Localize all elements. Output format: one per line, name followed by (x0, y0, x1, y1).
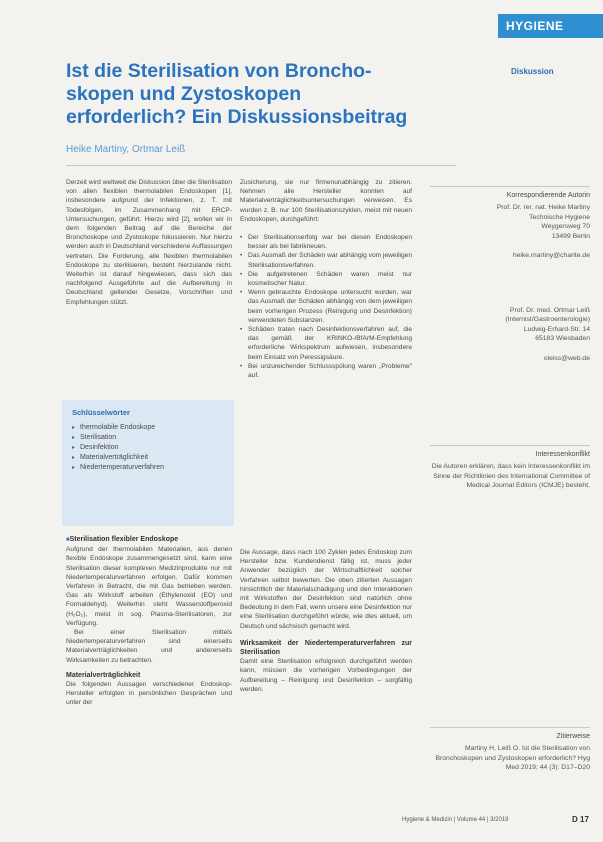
journal-footer: Hygiene & Medizin | Volume 44 | 3/2019 (402, 817, 509, 823)
body-paragraph: Aufgrund der thermolabilen Materialien, aus denen flexible Endoskope zusammengesetzt sind, kann eine Sterilisation dieser komplexen Medizinprodukte nur mit Niedertemperaturverfahren erfolgen. Dafür kommen Verfahren in Betracht, die mit Gas betrieben werden. Gas als Wirkstoff arbeiten (Ethylenoxid (EO) und Formaldehyd). Weiterhin steht Wasserstoffperoxid (H₂O₂), meist in sog. Plasma-Sterilisatoren, zur Verfügung. (66, 546, 232, 627)
keywords-heading: Schlüsselwörter (72, 408, 130, 417)
section-tab: HYGIENE (498, 14, 603, 38)
section-heading: ■ Sterilisation flexibler Endoskope (66, 535, 232, 545)
section-label: Diskussion (511, 67, 554, 76)
sidebar-divider (430, 727, 590, 728)
list-item: • Der Sterilisationserfolg war bei diesen Endoskopen besser als bei fabrikneuen. (240, 233, 412, 251)
body-paragraph: Damit eine Sterilisation erfolgreich durchgeführt werden kann, müssen die vorherigen Vorbedingungen der Aufbereitung – Reinigung und Desinfektion – sorgfältig werden. (240, 658, 412, 693)
sidebar-text: Martiny H, Leiß O. Ist die Sterilisation von Bronchoskopen und Zystoskopen erforderlich? Hyg Med 2019; 44 (3): D17–D20 (435, 745, 590, 772)
sidebar-heading: Interessenkonflikt (535, 451, 590, 458)
article-title: Ist die Sterilisation von Broncho-skopen und Zystoskopen erforderlich? Ein Diskussionsbeitrag (66, 60, 408, 128)
author-role: (Internist/Gastroenterologie) (505, 316, 590, 324)
body-paragraph: Die Aussage, dass nach 100 Zyklen jedes Endoskop zum Hersteller bzw. Kundendienst fällig ist, muss jeder Anwender bezüglich der Wirtschaftlichkeit solcher Verfahren selbst bewerten. Die oben zitierten Aussagen hinsichtlich der Materialschädigung und den Interaktionen mit Wirkstoffen der Desinfektion sind natürlich ohne Bedeutung in dem Fall, wenn unsere eine Desinfektion nur eine Sterilisation durchgeführt würde, wie dies aktuell, um Deutsch und sächsisch gemacht wird. (240, 549, 412, 630)
sidebar-divider (430, 186, 590, 187)
keyword-item: ▸ Niedertemperaturverfahren (72, 463, 224, 473)
keyword-item: ▸ Desinfektion (72, 443, 224, 453)
author-email[interactable]: heike.martiny@charite.de (512, 252, 590, 260)
list-item: • Wenn gebrauchte Endoskope untersucht wurden, war das Ausmaß der Schäden abhängig von dem jeweiligen beim vorherigen Prozess (Reinigung und Desinfektion) verwendeten Substanzen. (240, 288, 412, 325)
address-line: Weygersweg 70 (541, 223, 590, 231)
findings-list (240, 233, 412, 380)
title-divider (66, 165, 456, 166)
list-item: • Das Ausmaß der Schäden war abhängig vom jeweiligen Sterilisationsverfahren. (240, 251, 412, 269)
list-item: • Schäden traten nach Desinfektionsverfahren auf, die das gemäß der KRINKO-/BfArM-Empfehlung erforderliche Wirkspektrum aufwiesen, insbesondere beim Einsatz von Peressigsäure. (240, 325, 412, 362)
body-paragraph: Bei einer Sterilisation mittels Niedertemperaturverfahren sind einerseits Materialverträglichkeiten und andererseits Wirksamkeiten zu betrachten. (66, 629, 232, 664)
subsection-heading: Materialverträglichkeit (66, 671, 141, 679)
list-item: • Die aufgetretenen Schäden waren meist nur kosmetischer Natur. (240, 270, 412, 288)
sidebar-text: Die Autoren erklären, dass kein Interessenkonflikt im Sinne der Richtlinien des International Committee of Medical Journal Editors (ICMJE) besteht. (431, 463, 590, 490)
address-line: 13499 Berlin (551, 232, 590, 240)
body-paragraph: Zusicherung, sie nur firmenunabhängig zu zitieren. Nehmen alle Hersteller konnten auf Materialverträglichkeitsuntersuchungen verweisen. Es wurden z. B. nur 100 Sterilisationszyklen, meist mit neuen Endoskopen, durchgeführt: (240, 179, 412, 223)
address-line: 65183 Wiesbaden (535, 335, 590, 343)
keyword-item: ▸ Materialverträglichkeit (72, 453, 224, 463)
intro-paragraph: Derzeit wird weltweit die Diskussion über die Sterilisation von allen flexiblen thermolabilen Endoskopen [1], insbesondere aufgrund der Infektionen, z. T. mit Todesfolgen, im Zusammenhang mit ERCP-Untersuchungen, geführt. Hierzu wird [2], wollen wir in dem folgenden Beitrag auf die Bereiche der Bronchoskope und Zystoskope fokussieren. Nur hierzu werden auch in Deutschland verschiedene Auffassungen vertreten. Die Forderung, alle flexiblen thermolabilen Endoskope zu sterilisieren, besteht hierzulande nicht. Weiterhin ist darauf hingewiesen, dass sich das nachfolgend Ausgeführte auf die Aufbereitung in Deutschland geltender Gesetze, Vorschriften und Empfehlungen stützt. (66, 179, 233, 306)
keywords-box (62, 400, 234, 526)
co-author (430, 306, 590, 363)
author-name: Prof. Dr. med. Ortmar Leiß (509, 307, 590, 314)
sidebar-heading: Korrespondierende Autorin (506, 192, 590, 199)
author-name: Prof. Dr. rer. nat. Heike Martiny (496, 204, 590, 212)
address-line: Technische Hygiene (529, 213, 590, 221)
author-email[interactable]: oleiss@web.de (543, 354, 590, 362)
article-authors: Heike Martiny, Ortmar Leiß (66, 144, 186, 155)
corresponding-author (430, 186, 590, 260)
column-1-body (66, 535, 232, 708)
page-number: D 17 (572, 815, 589, 824)
list-item: • Bei unzureichender Schlussspülung waren „Probleme" auf. (240, 362, 412, 380)
address-line: Ludwig-Erhard-Str. 14 (523, 325, 590, 333)
keyword-item: ▸ Sterilisation (72, 433, 224, 443)
conflict-of-interest (430, 445, 590, 491)
column-1-intro (66, 178, 232, 307)
sidebar-divider (430, 445, 590, 446)
subsection-heading: Wirksamkeit der Niedertemperaturverfahren zur Sterilisation (240, 639, 412, 657)
body-paragraph: Die folgenden Aussagen verschiedener Endoskop-Hersteller erfolgten in persönlichen Gesprächen und unter der (66, 681, 232, 707)
sidebar-heading: Zitierweise (556, 733, 590, 740)
keyword-item: ▸ thermolabile Endoskope (72, 423, 224, 433)
column-2-intro (240, 178, 412, 380)
citation (430, 727, 590, 773)
column-2-body (240, 548, 412, 694)
